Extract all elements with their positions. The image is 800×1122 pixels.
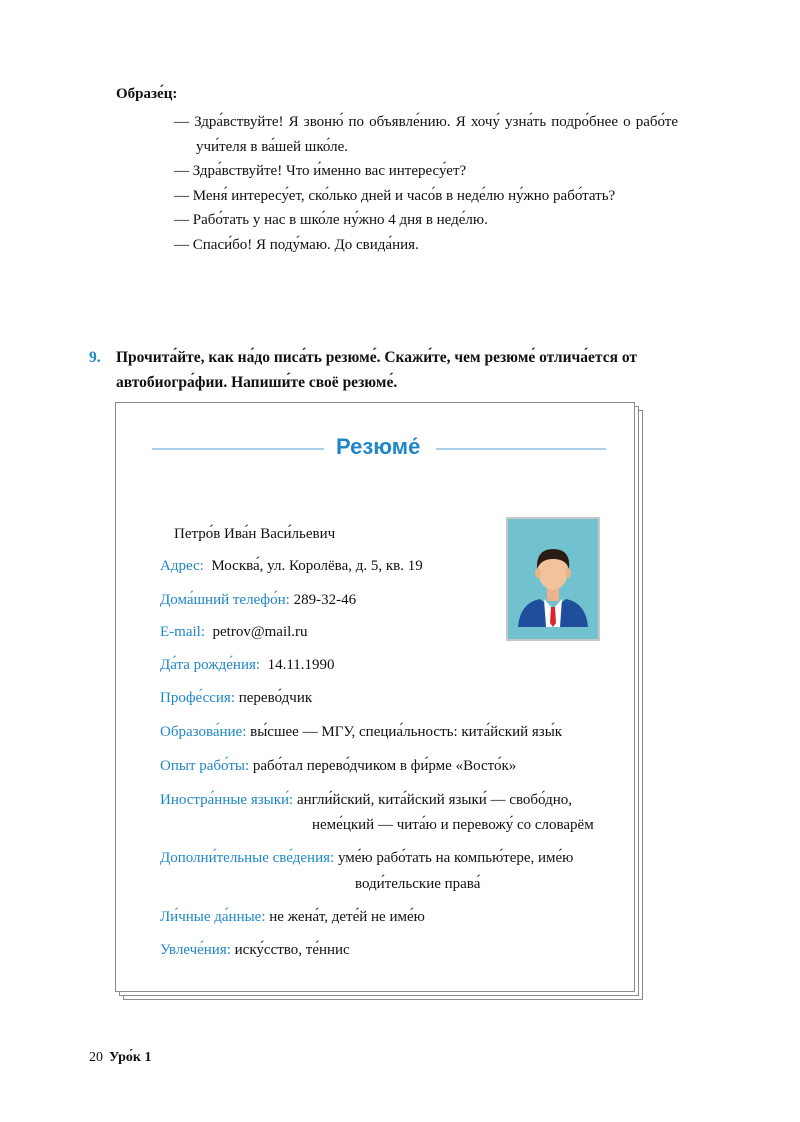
field-personal bbox=[160, 905, 425, 930]
person-avatar-icon bbox=[508, 519, 598, 639]
field-home-phone bbox=[160, 588, 356, 613]
task-number: 9. bbox=[89, 349, 101, 366]
field-label: Увлече́ния: bbox=[160, 942, 231, 958]
dialog-line: — Здра́вствуйте! Что и́менно вас интересу́ет? bbox=[174, 163, 467, 179]
dialog-line: — Здра́вствуйте! Я звоню́ по объявле́нию. Я хочу́ узна́ть подро́бнее о рабо́те учи́теля в ва́шей шко́ле. bbox=[174, 114, 678, 155]
sample-title: Образе́ц: bbox=[116, 86, 178, 102]
field-label: E-mail: bbox=[160, 624, 205, 640]
field-value: 14.11.1990 bbox=[267, 657, 335, 673]
field-label: Опыт рабо́ты: bbox=[160, 758, 250, 774]
field-hobbies bbox=[160, 938, 350, 963]
field-label: Да́та рожде́ния: bbox=[160, 657, 261, 673]
field-value: не жена́т, дете́й не име́ю bbox=[269, 909, 425, 925]
field-experience bbox=[160, 754, 516, 779]
field-value: вы́сшее — МГУ, специа́льность: кита́йский язы́к bbox=[250, 724, 563, 740]
avatar bbox=[506, 517, 600, 641]
field-languages-cont: неме́цкий — чита́ю и перевожу́ со словарём bbox=[312, 817, 594, 833]
field-value: Москва́, ул. Королёва, д. 5, кв. 19 bbox=[211, 558, 423, 574]
task-text: Прочита́йте, как на́до писа́ть резюме́. Скажи́те, чем резюме́ отлича́ется от автобиогра́фии. Напиши́те своё резюме́. bbox=[116, 349, 638, 391]
field-value: petrov@mail.ru bbox=[212, 624, 308, 640]
field-value: перево́дчик bbox=[238, 690, 313, 706]
field-label: Ли́чные да́нные: bbox=[160, 909, 266, 925]
field-label: Дома́шний телефо́н: bbox=[160, 592, 290, 608]
field-profession bbox=[160, 686, 312, 711]
lesson-label: Уро́к 1 bbox=[109, 1050, 152, 1065]
title-rule-left bbox=[152, 448, 324, 450]
page-footer bbox=[89, 1050, 151, 1066]
field-label: Образова́ние: bbox=[160, 724, 247, 740]
field-languages bbox=[160, 788, 572, 813]
dialog-line: — Спаси́бо! Я поду́маю. До свида́ния. bbox=[174, 236, 419, 253]
field-birth-date bbox=[160, 653, 335, 678]
field-label: Адрес: bbox=[160, 558, 204, 574]
resume-title: Резюме́ bbox=[336, 434, 421, 459]
field-additional-cont: води́тельские права́ bbox=[355, 876, 481, 892]
page-number: 20 bbox=[89, 1050, 103, 1065]
field-additional bbox=[160, 846, 573, 871]
field-label: Профе́ссия: bbox=[160, 690, 235, 706]
field-value: рабо́тал перево́дчиком в фи́рме «Восто́к» bbox=[252, 758, 517, 774]
field-value: 289-32-46 bbox=[293, 592, 357, 608]
field-value: англи́йский, кита́йский языки́ — свобо́дно, bbox=[296, 792, 573, 808]
field-education bbox=[160, 720, 562, 745]
dialog-line: — Меня́ интересу́ет, ско́лько дней и часо́в в неде́лю ну́жно рабо́тать? bbox=[174, 187, 616, 204]
field-label: Дополни́тельные све́дения: bbox=[160, 850, 335, 866]
person-name: Петро́в Ива́н Васи́льевич bbox=[174, 526, 336, 542]
sample-dialog bbox=[174, 110, 678, 257]
field-email bbox=[160, 620, 308, 645]
field-address bbox=[160, 554, 423, 579]
dialog-line: — Рабо́тать у нас в шко́ле ну́жно 4 дня в неде́лю. bbox=[174, 212, 488, 228]
title-rule-right bbox=[436, 448, 606, 450]
field-value: уме́ю рабо́тать на компью́тере, име́ю bbox=[337, 850, 574, 866]
field-value: иску́сство, те́ннис bbox=[234, 942, 350, 958]
field-label: Иностра́нные языки́: bbox=[160, 792, 294, 808]
